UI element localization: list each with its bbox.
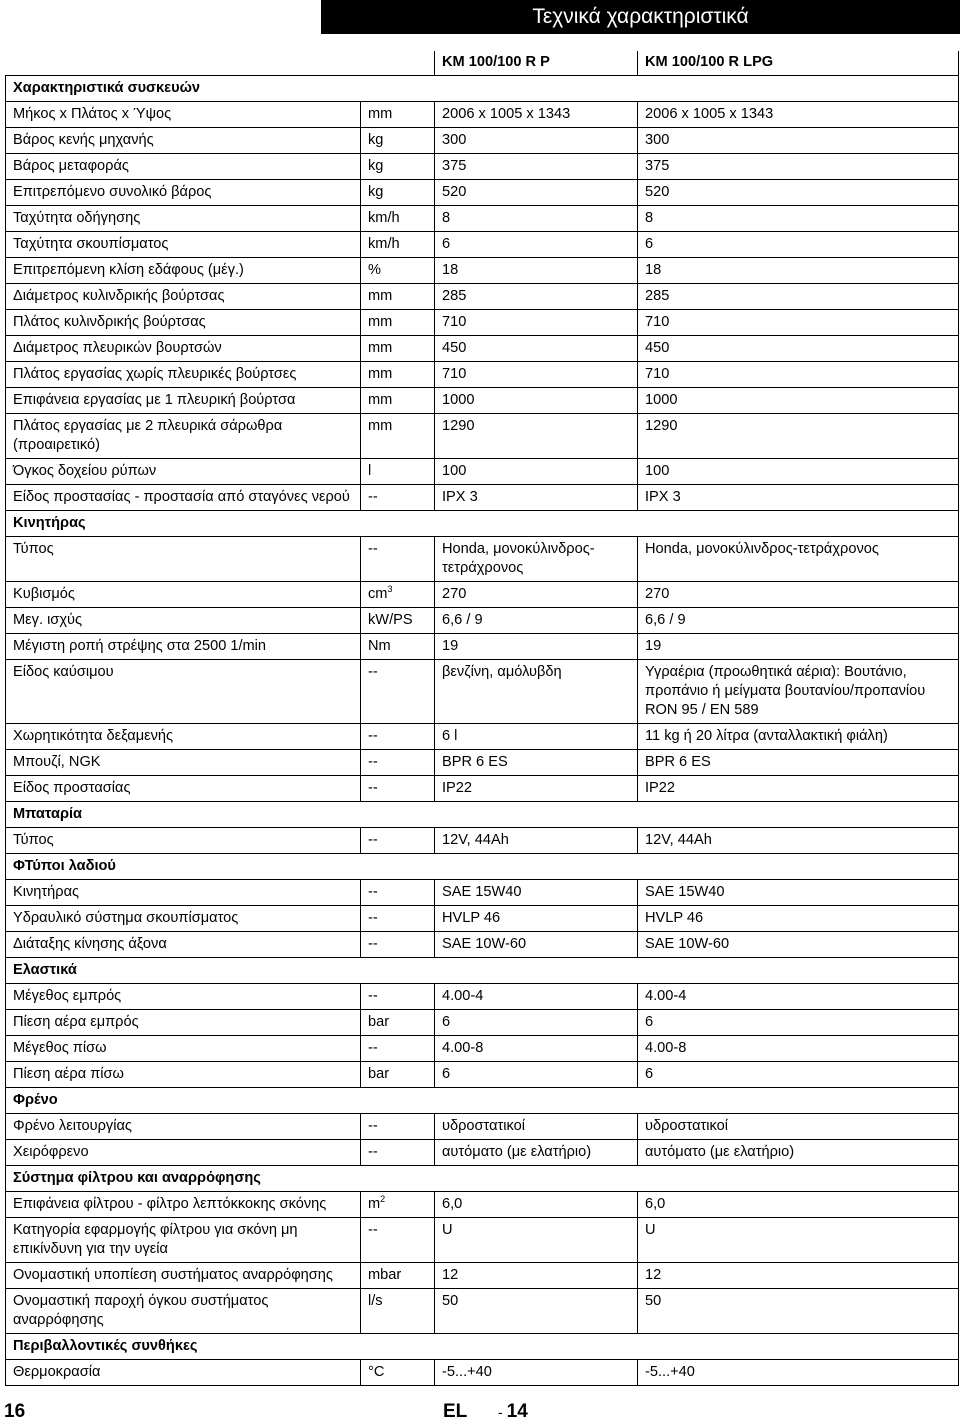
spec-unit bbox=[361, 828, 435, 854]
spec-unit-text: cm bbox=[368, 586, 388, 602]
sub-page-value: 14 bbox=[506, 1401, 528, 1422]
spec-unit bbox=[361, 1218, 435, 1263]
spec-value-model-2: 8 bbox=[638, 206, 959, 232]
spec-value-model-2: 4.00-4 bbox=[638, 984, 959, 1010]
spec-row bbox=[6, 258, 959, 284]
spec-row bbox=[6, 1192, 959, 1218]
spec-row bbox=[6, 750, 959, 776]
spec-label: Επιφάνεια φίλτρου - φίλτρο λεπτόκκοκης σκόνης bbox=[6, 1192, 361, 1218]
section-title: Περιβαλλοντικές συνθήκες bbox=[6, 1334, 959, 1360]
spec-label: Κατηγορία εφαρμογής φίλτρου για σκόνη μη επικίνδυνη για την υγεία bbox=[6, 1218, 361, 1263]
spec-unit-text: mm bbox=[368, 418, 393, 434]
spec-value-model-1: SAE 15W40 bbox=[435, 880, 638, 906]
model-header-blank bbox=[6, 51, 435, 76]
spec-label: Τύπος bbox=[6, 828, 361, 854]
spec-value-model-2: 6 bbox=[638, 1062, 959, 1088]
spec-label: Είδος προστασίας - προστασία από σταγόνες νερού bbox=[6, 485, 361, 511]
spec-unit-text: l bbox=[368, 463, 372, 479]
spec-value-model-2: -5...+40 bbox=[638, 1360, 959, 1386]
spec-label: Μέγεθος εμπρός bbox=[6, 984, 361, 1010]
spec-unit-text: mm bbox=[368, 288, 393, 304]
spec-unit-text: -- bbox=[368, 1040, 378, 1056]
spec-unit bbox=[361, 537, 435, 582]
spec-row bbox=[6, 284, 959, 310]
model-name-2: KM 100/100 R LPG bbox=[638, 51, 959, 76]
spec-value-model-1: 6 l bbox=[435, 724, 638, 750]
spec-unit bbox=[361, 984, 435, 1010]
spec-value-model-2: 6,6 / 9 bbox=[638, 608, 959, 634]
spec-unit-text: km/h bbox=[368, 210, 400, 226]
section-title: Φρένο bbox=[6, 1088, 959, 1114]
spec-unit bbox=[361, 258, 435, 284]
spec-value-model-1: 520 bbox=[435, 180, 638, 206]
spec-unit-text: -- bbox=[368, 489, 378, 505]
spec-label: Θερμοκρασία bbox=[6, 1360, 361, 1386]
spec-value-model-2: 710 bbox=[638, 362, 959, 388]
spec-label: Είδος προστασίας bbox=[6, 776, 361, 802]
spec-value-model-1: 8 bbox=[435, 206, 638, 232]
spec-unit bbox=[361, 414, 435, 459]
spec-value-model-1: 6 bbox=[435, 1010, 638, 1036]
section-title: Ελαστικά bbox=[6, 958, 959, 984]
spec-unit bbox=[361, 154, 435, 180]
spec-value-model-1: 12V, 44Ah bbox=[435, 828, 638, 854]
spec-value-model-2: IP22 bbox=[638, 776, 959, 802]
spec-label: Ονομαστική υποπίεση συστήματος αναρρόφησης bbox=[6, 1263, 361, 1289]
spec-row bbox=[6, 1114, 959, 1140]
spec-value-model-1: 50 bbox=[435, 1289, 638, 1334]
spec-value-model-1: 710 bbox=[435, 310, 638, 336]
spec-unit bbox=[361, 660, 435, 724]
spec-unit bbox=[361, 1010, 435, 1036]
spec-unit bbox=[361, 388, 435, 414]
spec-unit-text: m bbox=[368, 1196, 381, 1212]
spec-unit bbox=[361, 724, 435, 750]
spec-label: Πλάτος εργασίας με 2 πλευρικά σάρωθρα (προαιρετικό) bbox=[6, 414, 361, 459]
spec-label: Μεγ. ισχύς bbox=[6, 608, 361, 634]
spec-value-model-1: 6 bbox=[435, 1062, 638, 1088]
spec-unit-text: -- bbox=[368, 936, 378, 952]
spec-unit-text: km/h bbox=[368, 236, 400, 252]
spec-unit bbox=[361, 776, 435, 802]
spec-unit bbox=[361, 906, 435, 932]
sub-page-number bbox=[498, 1401, 528, 1423]
spec-label: Χειρόφρενο bbox=[6, 1140, 361, 1166]
spec-unit bbox=[361, 1263, 435, 1289]
spec-value-model-1: 4.00-8 bbox=[435, 1036, 638, 1062]
spec-unit bbox=[361, 932, 435, 958]
spec-row bbox=[6, 634, 959, 660]
section-title: Σύστημα φίλτρου και αναρρόφησης bbox=[6, 1166, 959, 1192]
spec-unit-superscript: 3 bbox=[387, 584, 393, 595]
spec-unit bbox=[361, 1289, 435, 1334]
spec-table-body bbox=[6, 51, 959, 1386]
spec-unit bbox=[361, 1036, 435, 1062]
spec-value-model-2: 11 kg ή 20 λίτρα (ανταλλακτική φιάλη) bbox=[638, 724, 959, 750]
spec-unit-text: bar bbox=[368, 1014, 390, 1030]
spec-value-model-2: 6,0 bbox=[638, 1192, 959, 1218]
spec-value-model-2: 19 bbox=[638, 634, 959, 660]
spec-row bbox=[6, 1140, 959, 1166]
spec-label: Μέγιστη ροπή στρέψης στα 2500 1/min bbox=[6, 634, 361, 660]
spec-value-model-2: 2006 x 1005 x 1343 bbox=[638, 102, 959, 128]
spec-value-model-2: 1290 bbox=[638, 414, 959, 459]
spec-row bbox=[6, 932, 959, 958]
spec-value-model-2: 270 bbox=[638, 582, 959, 608]
spec-label: Ταχύτητα σκουπίσματος bbox=[6, 232, 361, 258]
spec-unit-text: mm bbox=[368, 366, 393, 382]
spec-unit-text: mm bbox=[368, 106, 393, 122]
spec-value-model-2: 375 bbox=[638, 154, 959, 180]
spec-unit-text: bar bbox=[368, 1066, 390, 1082]
section-header-row bbox=[6, 1166, 959, 1192]
spec-label: Μπουζί, NGK bbox=[6, 750, 361, 776]
spec-row bbox=[6, 459, 959, 485]
spec-value-model-2: SAE 15W40 bbox=[638, 880, 959, 906]
spec-row bbox=[6, 310, 959, 336]
spec-row bbox=[6, 336, 959, 362]
spec-unit-text: -- bbox=[368, 1222, 378, 1238]
spec-value-model-1: 710 bbox=[435, 362, 638, 388]
page-title: Τεχνικά χαρακτηριστικά bbox=[321, 0, 960, 34]
spec-unit-text: °C bbox=[368, 1364, 385, 1380]
spec-row bbox=[6, 362, 959, 388]
spec-unit bbox=[361, 459, 435, 485]
spec-unit bbox=[361, 206, 435, 232]
spec-value-model-1: 270 bbox=[435, 582, 638, 608]
spec-value-model-1: 100 bbox=[435, 459, 638, 485]
spec-value-model-2: SAE 10W-60 bbox=[638, 932, 959, 958]
spec-unit-text: -- bbox=[368, 1144, 378, 1160]
model-header-row bbox=[6, 51, 959, 76]
spec-row bbox=[6, 180, 959, 206]
section-header-row bbox=[6, 511, 959, 537]
spec-value-model-1: 2006 x 1005 x 1343 bbox=[435, 102, 638, 128]
spec-table bbox=[5, 51, 959, 1386]
spec-unit-text: mm bbox=[368, 340, 393, 356]
spec-unit-text: kW/PS bbox=[368, 612, 413, 628]
spec-unit bbox=[361, 1062, 435, 1088]
spec-unit-text: l/s bbox=[368, 1293, 383, 1309]
spec-label: Επιτρεπόμενο συνολικό βάρος bbox=[6, 180, 361, 206]
spec-value-model-1: 4.00-4 bbox=[435, 984, 638, 1010]
spec-value-model-1: υδροστατικοί bbox=[435, 1114, 638, 1140]
spec-unit-text: mm bbox=[368, 392, 393, 408]
spec-row bbox=[6, 984, 959, 1010]
spec-row bbox=[6, 776, 959, 802]
spec-value-model-1: 18 bbox=[435, 258, 638, 284]
spec-value-model-2: 710 bbox=[638, 310, 959, 336]
spec-label: Κυβισμός bbox=[6, 582, 361, 608]
spec-value-model-1: 300 bbox=[435, 128, 638, 154]
spec-unit bbox=[361, 310, 435, 336]
section-title: Κινητήρας bbox=[6, 511, 959, 537]
spec-unit bbox=[361, 1192, 435, 1218]
section-title: ΦΤύποι λαδιού bbox=[6, 854, 959, 880]
spec-label: Βάρος κενής μηχανής bbox=[6, 128, 361, 154]
spec-unit bbox=[361, 232, 435, 258]
spec-label: Πλάτος κυλινδρικής βούρτσας bbox=[6, 310, 361, 336]
spec-row bbox=[6, 1360, 959, 1386]
spec-value-model-1: BPR 6 ES bbox=[435, 750, 638, 776]
spec-value-model-1: 12 bbox=[435, 1263, 638, 1289]
spec-label: Κινητήρας bbox=[6, 880, 361, 906]
spec-value-model-2: 50 bbox=[638, 1289, 959, 1334]
spec-row bbox=[6, 154, 959, 180]
spec-unit bbox=[361, 634, 435, 660]
spec-label: Τύπος bbox=[6, 537, 361, 582]
spec-row bbox=[6, 724, 959, 750]
spec-unit bbox=[361, 128, 435, 154]
spec-row bbox=[6, 906, 959, 932]
spec-value-model-1: IPX 3 bbox=[435, 485, 638, 511]
spec-row bbox=[6, 206, 959, 232]
spec-unit-text: kg bbox=[368, 184, 384, 200]
spec-row bbox=[6, 582, 959, 608]
spec-row bbox=[6, 1218, 959, 1263]
spec-unit-text: -- bbox=[368, 728, 378, 744]
spec-unit-text: -- bbox=[368, 780, 378, 796]
spec-value-model-1: 450 bbox=[435, 336, 638, 362]
spec-unit-text: % bbox=[368, 262, 381, 278]
spec-value-model-2: 1000 bbox=[638, 388, 959, 414]
spec-unit-text: -- bbox=[368, 884, 378, 900]
spec-unit-text: mm bbox=[368, 314, 393, 330]
spec-unit bbox=[361, 362, 435, 388]
spec-unit-text: -- bbox=[368, 988, 378, 1004]
model-name-1: KM 100/100 R P bbox=[435, 51, 638, 76]
spec-row bbox=[6, 537, 959, 582]
spec-row bbox=[6, 128, 959, 154]
spec-unit bbox=[361, 1140, 435, 1166]
spec-value-model-1: 19 bbox=[435, 634, 638, 660]
spec-unit-text: -- bbox=[368, 1118, 378, 1134]
spec-unit bbox=[361, 608, 435, 634]
spec-value-model-2: 18 bbox=[638, 258, 959, 284]
spec-row bbox=[6, 1036, 959, 1062]
section-title: Μπαταρία bbox=[6, 802, 959, 828]
spec-label: Ονομαστική παροχή όγκου συστήματος αναρρόφησης bbox=[6, 1289, 361, 1334]
spec-label: Μήκος x Πλάτος x Ύψος bbox=[6, 102, 361, 128]
spec-unit-text: Nm bbox=[368, 638, 391, 654]
spec-row bbox=[6, 1010, 959, 1036]
spec-value-model-1: αυτόματο (με ελατήριο) bbox=[435, 1140, 638, 1166]
spec-row bbox=[6, 608, 959, 634]
spec-unit bbox=[361, 582, 435, 608]
section-header-row bbox=[6, 1088, 959, 1114]
spec-value-model-2: 12V, 44Ah bbox=[638, 828, 959, 854]
spec-unit bbox=[361, 1114, 435, 1140]
spec-row bbox=[6, 660, 959, 724]
spec-label: Υδραυλικό σύστημα σκουπίσματος bbox=[6, 906, 361, 932]
section-header-row bbox=[6, 76, 959, 102]
spec-row bbox=[6, 414, 959, 459]
spec-value-model-1: 1290 bbox=[435, 414, 638, 459]
spec-row bbox=[6, 1062, 959, 1088]
spec-value-model-1: 6,6 / 9 bbox=[435, 608, 638, 634]
spec-unit-text: -- bbox=[368, 664, 378, 680]
spec-value-model-2: U bbox=[638, 1218, 959, 1263]
spec-label: Βάρος μεταφοράς bbox=[6, 154, 361, 180]
page-number: 16 bbox=[4, 1401, 26, 1422]
section-title: Χαρακτηριστικά συσκευών bbox=[6, 76, 959, 102]
spec-value-model-1: 375 bbox=[435, 154, 638, 180]
section-header-row bbox=[6, 854, 959, 880]
spec-value-model-2: 12 bbox=[638, 1263, 959, 1289]
spec-value-model-1: HVLP 46 bbox=[435, 906, 638, 932]
spec-value-model-2: 285 bbox=[638, 284, 959, 310]
spec-unit bbox=[361, 1360, 435, 1386]
spec-value-model-1: U bbox=[435, 1218, 638, 1263]
spec-value-model-2: αυτόματο (με ελατήριο) bbox=[638, 1140, 959, 1166]
spec-unit-text: -- bbox=[368, 541, 378, 557]
spec-label: Πίεση αέρα πίσω bbox=[6, 1062, 361, 1088]
spec-unit-text: mbar bbox=[368, 1267, 402, 1283]
spec-value-model-2: 100 bbox=[638, 459, 959, 485]
spec-value-model-2: 6 bbox=[638, 232, 959, 258]
spec-value-model-2: HVLP 46 bbox=[638, 906, 959, 932]
spec-row bbox=[6, 828, 959, 854]
spec-unit bbox=[361, 336, 435, 362]
spec-value-model-2: 6 bbox=[638, 1010, 959, 1036]
spec-value-model-1: βενζίνη, αμόλυβδη bbox=[435, 660, 638, 724]
spec-value-model-2: Υγραέρια (προωθητικά αέρια): Βουτάνιο, προπάνιο ή μείγματα βουτανίου/προπανίου RON 95 / EN 589 bbox=[638, 660, 959, 724]
spec-label: Ταχύτητα οδήγησης bbox=[6, 206, 361, 232]
spec-unit-text: kg bbox=[368, 158, 384, 174]
spec-unit bbox=[361, 284, 435, 310]
spec-label: Πίεση αέρα εμπρός bbox=[6, 1010, 361, 1036]
spec-value-model-1: 6 bbox=[435, 232, 638, 258]
spec-unit-text: -- bbox=[368, 832, 378, 848]
spec-label: Όγκος δοχείου ρύπων bbox=[6, 459, 361, 485]
spec-value-model-1: 1000 bbox=[435, 388, 638, 414]
spec-value-model-2: υδροστατικοί bbox=[638, 1114, 959, 1140]
spec-value-model-1: -5...+40 bbox=[435, 1360, 638, 1386]
section-header-row bbox=[6, 958, 959, 984]
spec-label: Επιφάνεια εργασίας με 1 πλευρική βούρτσα bbox=[6, 388, 361, 414]
spec-row bbox=[6, 232, 959, 258]
spec-label: Διάταξης κίνησης άξονα bbox=[6, 932, 361, 958]
spec-row bbox=[6, 388, 959, 414]
spec-value-model-2: BPR 6 ES bbox=[638, 750, 959, 776]
sub-page-dash: - bbox=[498, 1404, 503, 1420]
spec-value-model-1: SAE 10W-60 bbox=[435, 932, 638, 958]
section-header-row bbox=[6, 1334, 959, 1360]
spec-row bbox=[6, 102, 959, 128]
spec-row bbox=[6, 1289, 959, 1334]
spec-label: Διάμετρος πλευρικών βουρτσών bbox=[6, 336, 361, 362]
spec-label: Διάμετρος κυλινδρικής βούρτσας bbox=[6, 284, 361, 310]
spec-label: Είδος καύσιμου bbox=[6, 660, 361, 724]
language-code: EL bbox=[443, 1401, 468, 1422]
spec-value-model-1: IP22 bbox=[435, 776, 638, 802]
spec-value-model-2: IPX 3 bbox=[638, 485, 959, 511]
spec-label: Φρένο λειτουργίας bbox=[6, 1114, 361, 1140]
spec-value-model-1: Honda, μονοκύλινδρος-τετράχρονος bbox=[435, 537, 638, 582]
spec-value-model-1: 6,0 bbox=[435, 1192, 638, 1218]
spec-label: Επιτρεπόμενη κλίση εδάφους (μέγ.) bbox=[6, 258, 361, 284]
spec-unit bbox=[361, 180, 435, 206]
spec-label: Χωρητικότητα δεξαμενής bbox=[6, 724, 361, 750]
spec-unit bbox=[361, 880, 435, 906]
spec-unit-superscript: 2 bbox=[380, 1194, 386, 1205]
spec-row bbox=[6, 880, 959, 906]
spec-unit-text: -- bbox=[368, 754, 378, 770]
spec-unit bbox=[361, 750, 435, 776]
spec-unit-text: kg bbox=[368, 132, 384, 148]
spec-row bbox=[6, 485, 959, 511]
spec-value-model-2: 450 bbox=[638, 336, 959, 362]
spec-value-model-2: 4.00-8 bbox=[638, 1036, 959, 1062]
spec-label: Πλάτος εργασίας χωρίς πλευρικές βούρτσες bbox=[6, 362, 361, 388]
section-header-row bbox=[6, 802, 959, 828]
spec-value-model-1: 285 bbox=[435, 284, 638, 310]
spec-value-model-2: 520 bbox=[638, 180, 959, 206]
spec-unit-text: -- bbox=[368, 910, 378, 926]
spec-unit bbox=[361, 485, 435, 511]
spec-row bbox=[6, 1263, 959, 1289]
spec-value-model-2: Honda, μονοκύλινδρος-τετράχρονος bbox=[638, 537, 959, 582]
spec-value-model-2: 300 bbox=[638, 128, 959, 154]
spec-unit bbox=[361, 102, 435, 128]
spec-label: Μέγεθος πίσω bbox=[6, 1036, 361, 1062]
